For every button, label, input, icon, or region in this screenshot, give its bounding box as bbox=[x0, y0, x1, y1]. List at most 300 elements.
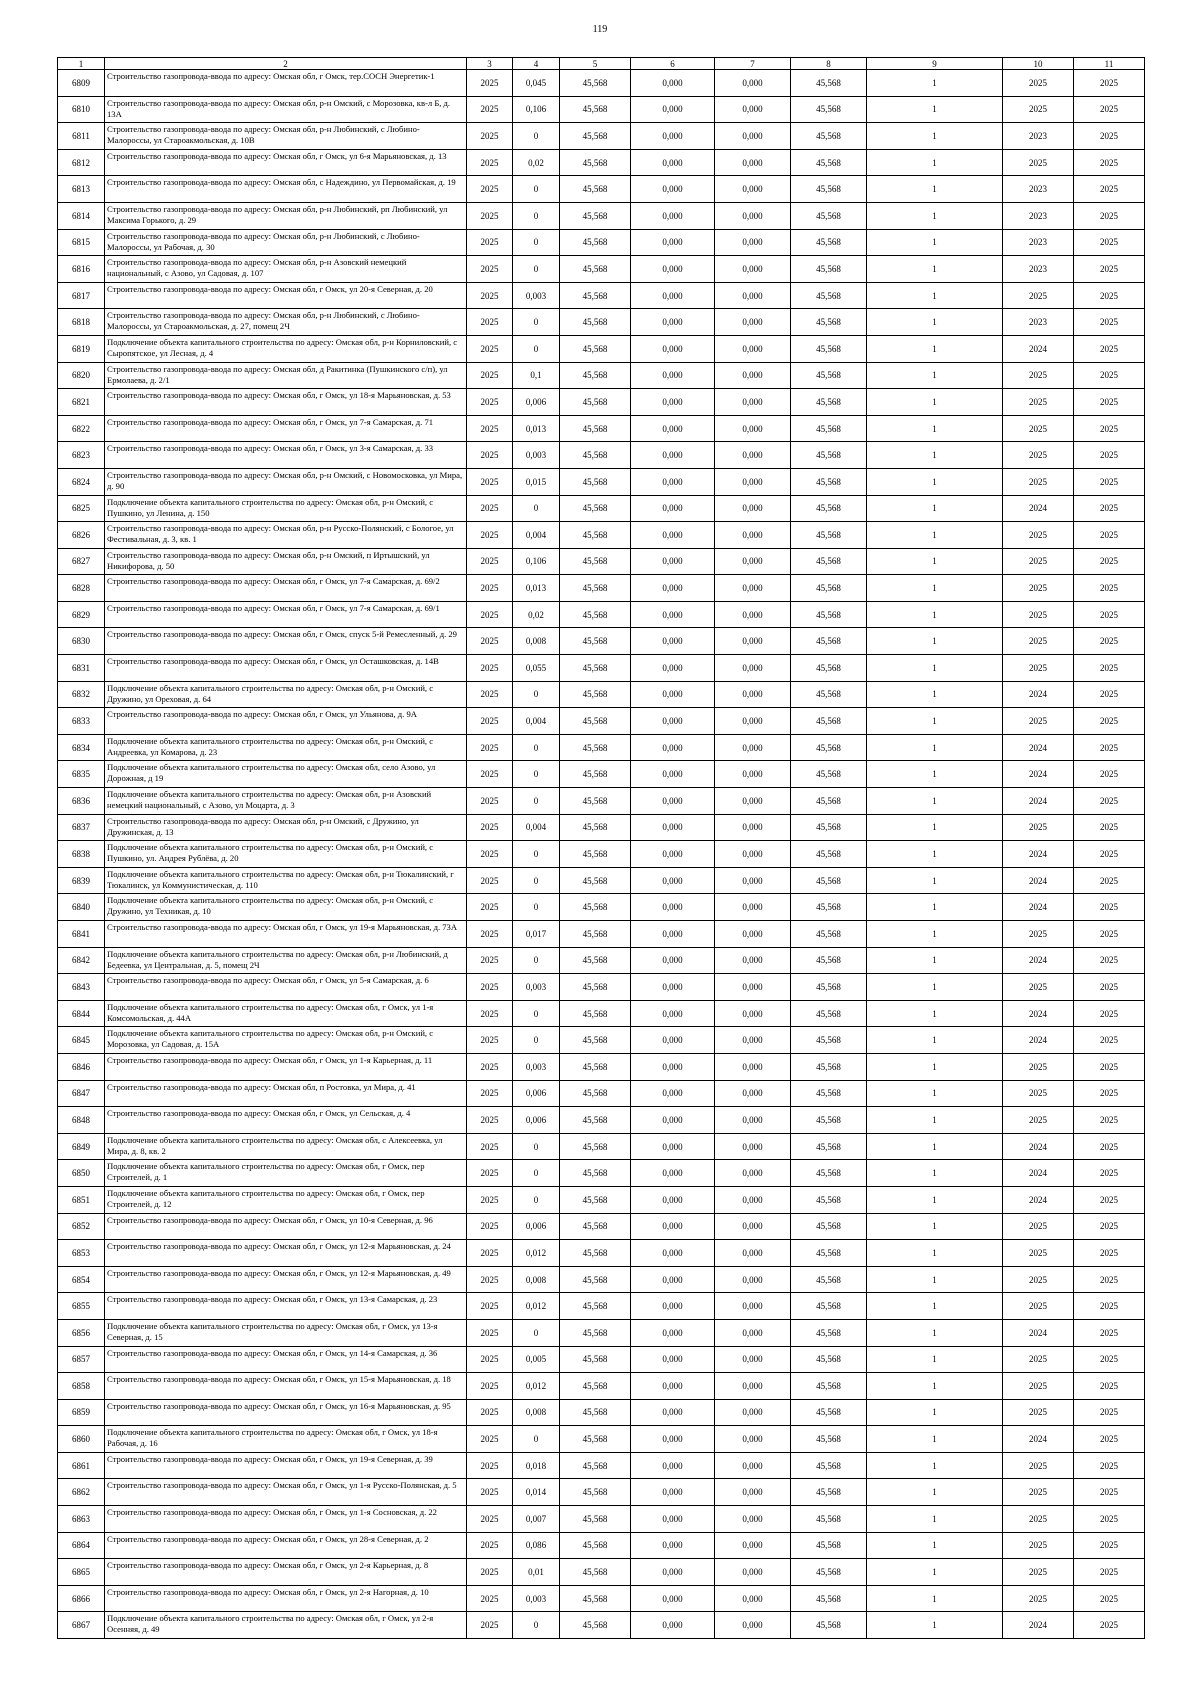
end-year-cell: 2025 bbox=[1074, 1585, 1145, 1612]
description-cell bbox=[105, 309, 467, 336]
count-cell: 1 bbox=[867, 814, 1003, 841]
cost-cell: 45,568 bbox=[560, 123, 631, 150]
start-year-cell: 2025 bbox=[1003, 1080, 1074, 1107]
cost-cell: 45,568 bbox=[560, 282, 631, 309]
cell-col-6: 0,000 bbox=[631, 415, 715, 442]
cell-col-6: 0,000 bbox=[631, 1027, 715, 1054]
description-text: Подключение объекта капитального строительства по адресу: Омская обл, г Омск, ул 1-я Комсомольская, д. 44А bbox=[107, 1001, 434, 1023]
cell-col-7: 0,000 bbox=[715, 1373, 791, 1400]
table-row bbox=[58, 681, 1145, 708]
description-cell bbox=[105, 415, 467, 442]
table-row bbox=[58, 96, 1145, 123]
description-cell bbox=[105, 1133, 467, 1160]
description-cell bbox=[105, 974, 467, 1001]
cell-col-6: 0,000 bbox=[631, 894, 715, 921]
count-cell: 1 bbox=[867, 389, 1003, 416]
length-cell: 0 bbox=[513, 123, 560, 150]
total-cell: 45,568 bbox=[791, 176, 867, 203]
table-row bbox=[58, 229, 1145, 256]
total-cell: 45,568 bbox=[791, 947, 867, 974]
end-year-cell: 2025 bbox=[1074, 1346, 1145, 1373]
cell-col-7: 0,000 bbox=[715, 1346, 791, 1373]
cell-col-7: 0,000 bbox=[715, 1186, 791, 1213]
total-cell: 45,568 bbox=[791, 1000, 867, 1027]
cost-cell: 45,568 bbox=[560, 1373, 631, 1400]
table-row bbox=[58, 655, 1145, 682]
total-cell: 45,568 bbox=[791, 442, 867, 469]
description-cell bbox=[105, 601, 467, 628]
description-cell bbox=[105, 362, 467, 389]
row-number-cell: 6811 bbox=[58, 123, 105, 150]
total-cell: 45,568 bbox=[791, 1080, 867, 1107]
length-cell: 0 bbox=[513, 335, 560, 362]
table-row bbox=[58, 921, 1145, 948]
total-cell: 45,568 bbox=[791, 96, 867, 123]
row-number-cell: 6860 bbox=[58, 1426, 105, 1453]
count-cell: 1 bbox=[867, 1426, 1003, 1453]
cell-col-6: 0,000 bbox=[631, 335, 715, 362]
description-cell bbox=[105, 442, 467, 469]
start-year-cell: 2025 bbox=[1003, 575, 1074, 602]
year-cell: 2025 bbox=[467, 655, 513, 682]
end-year-cell: 2025 bbox=[1074, 575, 1145, 602]
total-cell: 45,568 bbox=[791, 708, 867, 735]
year-cell: 2025 bbox=[467, 788, 513, 815]
cost-cell: 45,568 bbox=[560, 1399, 631, 1426]
description-text: Строительство газопровода-ввода по адресу: Омская обл, г Омск, ул Осташковская, д. 14В bbox=[107, 656, 439, 667]
cell-col-6: 0,000 bbox=[631, 867, 715, 894]
row-number-cell: 6865 bbox=[58, 1559, 105, 1586]
description-text: Строительство газопровода-ввода по адресу: Омская обл, р-н Омский, п Иртышский, ул Никифорова, д. 50 bbox=[107, 549, 430, 571]
cell-col-7: 0,000 bbox=[715, 1107, 791, 1134]
year-cell: 2025 bbox=[467, 814, 513, 841]
start-year-cell: 2024 bbox=[1003, 1027, 1074, 1054]
table-row bbox=[58, 628, 1145, 655]
cell-col-6: 0,000 bbox=[631, 1240, 715, 1267]
start-year-cell: 2023 bbox=[1003, 202, 1074, 229]
description-cell bbox=[105, 1053, 467, 1080]
count-cell: 1 bbox=[867, 1585, 1003, 1612]
description-text: Подключение объекта капитального строительства по адресу: Омская обл, р-н Омский, с Пушкино, ул. Андрея Рублёва, д. 20 bbox=[107, 842, 434, 864]
description-text: Строительство газопровода-ввода по адресу: Омская обл, г Омск, ул 2-я Нагорная, д. 10 bbox=[107, 1586, 429, 1597]
table-row bbox=[58, 1107, 1145, 1134]
description-cell bbox=[105, 1080, 467, 1107]
description-text: Подключение объекта капитального строительства по адресу: Омская обл, р-н Омский, с Дружино, ул Ореховая, д. 64 bbox=[107, 682, 434, 704]
year-cell: 2025 bbox=[467, 681, 513, 708]
total-cell: 45,568 bbox=[791, 1532, 867, 1559]
row-number-cell: 6822 bbox=[58, 415, 105, 442]
total-cell: 45,568 bbox=[791, 1107, 867, 1134]
end-year-cell: 2025 bbox=[1074, 1160, 1145, 1187]
length-cell: 0,004 bbox=[513, 522, 560, 549]
description-text: Строительство газопровода-ввода по адресу: Омская обл, р-н Любинский, рп Любинский, ул Максима Горького, д. 29 bbox=[107, 203, 448, 225]
start-year-cell: 2025 bbox=[1003, 548, 1074, 575]
end-year-cell: 2025 bbox=[1074, 1293, 1145, 1320]
total-cell: 45,568 bbox=[791, 761, 867, 788]
start-year-cell: 2025 bbox=[1003, 974, 1074, 1001]
cost-cell: 45,568 bbox=[560, 708, 631, 735]
description-text: Строительство газопровода-ввода по адресу: Омская обл, г Омск, ул 12-я Марьяновская, д. 49 bbox=[107, 1267, 451, 1278]
count-cell: 1 bbox=[867, 202, 1003, 229]
description-text: Строительство газопровода-ввода по адресу: Омская обл, г Омск, ул 12-я Марьяновская, д. 24 bbox=[107, 1241, 451, 1252]
end-year-cell: 2025 bbox=[1074, 894, 1145, 921]
description-cell bbox=[105, 256, 467, 283]
start-year-cell: 2025 bbox=[1003, 96, 1074, 123]
cell-col-7: 0,000 bbox=[715, 1532, 791, 1559]
row-number-cell: 6854 bbox=[58, 1266, 105, 1293]
cell-col-6: 0,000 bbox=[631, 123, 715, 150]
row-number-cell: 6828 bbox=[58, 575, 105, 602]
end-year-cell: 2025 bbox=[1074, 123, 1145, 150]
row-number-cell: 6849 bbox=[58, 1133, 105, 1160]
count-cell: 1 bbox=[867, 761, 1003, 788]
row-number-cell: 6836 bbox=[58, 788, 105, 815]
year-cell: 2025 bbox=[467, 335, 513, 362]
table-row bbox=[58, 149, 1145, 176]
description-cell bbox=[105, 1612, 467, 1639]
description-text: Строительство газопровода-ввода по адресу: Омская обл, г Омск, ул 7-я Самарская, д. 69/2 bbox=[107, 576, 440, 587]
total-cell: 45,568 bbox=[791, 1426, 867, 1453]
count-cell: 1 bbox=[867, 894, 1003, 921]
cell-col-7: 0,000 bbox=[715, 256, 791, 283]
description-cell bbox=[105, 1107, 467, 1134]
row-number-cell: 6810 bbox=[58, 96, 105, 123]
cell-col-7: 0,000 bbox=[715, 681, 791, 708]
total-cell: 45,568 bbox=[791, 149, 867, 176]
start-year-cell: 2023 bbox=[1003, 309, 1074, 336]
column-header: 6 bbox=[631, 58, 715, 70]
start-year-cell: 2023 bbox=[1003, 256, 1074, 283]
cost-cell: 45,568 bbox=[560, 841, 631, 868]
length-cell: 0,005 bbox=[513, 1346, 560, 1373]
description-text: Подключение объекта капитального строительства по адресу: Омская обл, г Омск, ул 13-я Северная, д. 15 bbox=[107, 1320, 438, 1342]
description-cell bbox=[105, 947, 467, 974]
year-cell: 2025 bbox=[467, 1240, 513, 1267]
cell-col-7: 0,000 bbox=[715, 1479, 791, 1506]
end-year-cell: 2025 bbox=[1074, 495, 1145, 522]
cell-col-7: 0,000 bbox=[715, 1452, 791, 1479]
cell-col-7: 0,000 bbox=[715, 149, 791, 176]
cost-cell: 45,568 bbox=[560, 681, 631, 708]
table-row bbox=[58, 468, 1145, 495]
cell-col-6: 0,000 bbox=[631, 788, 715, 815]
total-cell: 45,568 bbox=[791, 389, 867, 416]
count-cell: 1 bbox=[867, 575, 1003, 602]
cell-col-7: 0,000 bbox=[715, 282, 791, 309]
table-row bbox=[58, 362, 1145, 389]
length-cell: 0,003 bbox=[513, 282, 560, 309]
table-row bbox=[58, 389, 1145, 416]
year-cell: 2025 bbox=[467, 495, 513, 522]
year-cell: 2025 bbox=[467, 176, 513, 203]
total-cell: 45,568 bbox=[791, 1160, 867, 1187]
total-cell: 45,568 bbox=[791, 468, 867, 495]
cell-col-7: 0,000 bbox=[715, 1053, 791, 1080]
description-text: Строительство газопровода-ввода по адресу: Омская обл, р-н Омский, с Дружино, ул Дружинская, д. 13 bbox=[107, 815, 419, 837]
row-number-cell: 6833 bbox=[58, 708, 105, 735]
description-cell bbox=[105, 548, 467, 575]
total-cell: 45,568 bbox=[791, 522, 867, 549]
count-cell: 1 bbox=[867, 1479, 1003, 1506]
total-cell: 45,568 bbox=[791, 495, 867, 522]
year-cell: 2025 bbox=[467, 1373, 513, 1400]
cell-col-6: 0,000 bbox=[631, 1319, 715, 1346]
row-number-cell: 6844 bbox=[58, 1000, 105, 1027]
table-row bbox=[58, 1293, 1145, 1320]
total-cell: 45,568 bbox=[791, 894, 867, 921]
cost-cell: 45,568 bbox=[560, 1080, 631, 1107]
cost-cell: 45,568 bbox=[560, 734, 631, 761]
description-cell bbox=[105, 1532, 467, 1559]
year-cell: 2025 bbox=[467, 1053, 513, 1080]
year-cell: 2025 bbox=[467, 1346, 513, 1373]
end-year-cell: 2025 bbox=[1074, 1266, 1145, 1293]
row-number-cell: 6866 bbox=[58, 1585, 105, 1612]
end-year-cell: 2025 bbox=[1074, 788, 1145, 815]
cell-col-6: 0,000 bbox=[631, 1373, 715, 1400]
description-text: Строительство газопровода-ввода по адресу: Омская обл, р-н Любинский, с Любино-Малороссы, ул Староакмольская, д. 27, помещ 2Ч bbox=[107, 310, 420, 332]
description-cell bbox=[105, 1213, 467, 1240]
cost-cell: 45,568 bbox=[560, 947, 631, 974]
description-text: Подключение объекта капитального строительства по адресу: Омская обл, р-н Омский, с Андреевка, ул Комарова, д. 23 bbox=[107, 735, 434, 757]
cell-col-6: 0,000 bbox=[631, 1399, 715, 1426]
total-cell: 45,568 bbox=[791, 1053, 867, 1080]
length-cell: 0,008 bbox=[513, 628, 560, 655]
table-row bbox=[58, 1186, 1145, 1213]
description-text: Строительство газопровода-ввода по адресу: Омская обл, р-н Омский, с Новомосковка, ул Мира, д. 90 bbox=[107, 469, 463, 491]
end-year-cell: 2025 bbox=[1074, 202, 1145, 229]
cost-cell: 45,568 bbox=[560, 761, 631, 788]
cell-col-7: 0,000 bbox=[715, 628, 791, 655]
cost-cell: 45,568 bbox=[560, 1426, 631, 1453]
column-header: 5 bbox=[560, 58, 631, 70]
total-cell: 45,568 bbox=[791, 1479, 867, 1506]
cell-col-6: 0,000 bbox=[631, 1000, 715, 1027]
table-row bbox=[58, 575, 1145, 602]
total-cell: 45,568 bbox=[791, 628, 867, 655]
total-cell: 45,568 bbox=[791, 1506, 867, 1533]
end-year-cell: 2025 bbox=[1074, 1452, 1145, 1479]
description-cell bbox=[105, 1160, 467, 1187]
column-header: 2 bbox=[105, 58, 467, 70]
year-cell: 2025 bbox=[467, 601, 513, 628]
cell-col-6: 0,000 bbox=[631, 442, 715, 469]
start-year-cell: 2024 bbox=[1003, 1000, 1074, 1027]
count-cell: 1 bbox=[867, 1532, 1003, 1559]
description-text: Строительство газопровода-ввода по адресу: Омская обл, р-н Омский, с Морозовка, кв-л Б, д. 13А bbox=[107, 97, 451, 119]
description-cell bbox=[105, 96, 467, 123]
cell-col-6: 0,000 bbox=[631, 1506, 715, 1533]
cell-col-7: 0,000 bbox=[715, 1133, 791, 1160]
count-cell: 1 bbox=[867, 495, 1003, 522]
cell-col-6: 0,000 bbox=[631, 575, 715, 602]
row-number-cell: 6842 bbox=[58, 947, 105, 974]
table-row bbox=[58, 1000, 1145, 1027]
cell-col-7: 0,000 bbox=[715, 1080, 791, 1107]
count-cell: 1 bbox=[867, 1373, 1003, 1400]
cost-cell: 45,568 bbox=[560, 1266, 631, 1293]
table-row bbox=[58, 814, 1145, 841]
end-year-cell: 2025 bbox=[1074, 256, 1145, 283]
table-row bbox=[58, 867, 1145, 894]
row-number-cell: 6824 bbox=[58, 468, 105, 495]
end-year-cell: 2025 bbox=[1074, 1213, 1145, 1240]
total-cell: 45,568 bbox=[791, 1240, 867, 1267]
description-cell bbox=[105, 495, 467, 522]
cell-col-6: 0,000 bbox=[631, 1293, 715, 1320]
description-text: Подключение объекта капитального строительства по адресу: Омская обл, р-н Омский, с Морозовка, ул Садовая, д. 15А bbox=[107, 1028, 434, 1050]
description-cell bbox=[105, 761, 467, 788]
cost-cell: 45,568 bbox=[560, 149, 631, 176]
count-cell: 1 bbox=[867, 149, 1003, 176]
table-row bbox=[58, 1266, 1145, 1293]
table-row bbox=[58, 176, 1145, 203]
description-cell bbox=[105, 522, 467, 549]
cell-col-6: 0,000 bbox=[631, 522, 715, 549]
table-row bbox=[58, 123, 1145, 150]
cell-col-6: 0,000 bbox=[631, 1585, 715, 1612]
row-number-cell: 6830 bbox=[58, 628, 105, 655]
cost-cell: 45,568 bbox=[560, 1240, 631, 1267]
total-cell: 45,568 bbox=[791, 921, 867, 948]
count-cell: 1 bbox=[867, 548, 1003, 575]
cell-col-7: 0,000 bbox=[715, 734, 791, 761]
length-cell: 0 bbox=[513, 1160, 560, 1187]
end-year-cell: 2025 bbox=[1074, 974, 1145, 1001]
row-number-cell: 6832 bbox=[58, 681, 105, 708]
table-row bbox=[58, 1532, 1145, 1559]
year-cell: 2025 bbox=[467, 1213, 513, 1240]
end-year-cell: 2025 bbox=[1074, 176, 1145, 203]
description-cell bbox=[105, 788, 467, 815]
count-cell: 1 bbox=[867, 734, 1003, 761]
cell-col-6: 0,000 bbox=[631, 202, 715, 229]
column-header: 7 bbox=[715, 58, 791, 70]
cost-cell: 45,568 bbox=[560, 442, 631, 469]
cost-cell: 45,568 bbox=[560, 601, 631, 628]
cell-col-6: 0,000 bbox=[631, 176, 715, 203]
end-year-cell: 2025 bbox=[1074, 814, 1145, 841]
cost-cell: 45,568 bbox=[560, 894, 631, 921]
row-number-cell: 6835 bbox=[58, 761, 105, 788]
description-cell bbox=[105, 149, 467, 176]
description-text: Строительство газопровода-ввода по адресу: Омская обл, г Омск, ул 15-я Марьяновская, д. 18 bbox=[107, 1374, 451, 1385]
description-cell bbox=[105, 628, 467, 655]
length-cell: 0,006 bbox=[513, 1107, 560, 1134]
end-year-cell: 2025 bbox=[1074, 1186, 1145, 1213]
description-cell bbox=[105, 1585, 467, 1612]
count-cell: 1 bbox=[867, 1240, 1003, 1267]
start-year-cell: 2024 bbox=[1003, 761, 1074, 788]
total-cell: 45,568 bbox=[791, 788, 867, 815]
start-year-cell: 2025 bbox=[1003, 1585, 1074, 1612]
description-text: Строительство газопровода-ввода по адресу: Омская обл, р-н Азовский немецкий национальный, с Азово, ул Садовая, д. 107 bbox=[107, 257, 407, 279]
start-year-cell: 2025 bbox=[1003, 814, 1074, 841]
row-number-cell: 6837 bbox=[58, 814, 105, 841]
year-cell: 2025 bbox=[467, 628, 513, 655]
year-cell: 2025 bbox=[467, 921, 513, 948]
year-cell: 2025 bbox=[467, 1186, 513, 1213]
description-text: Строительство газопровода-ввода по адресу: Омская обл, г Омск, спуск 5-й Ремесленный, д. 29 bbox=[107, 629, 457, 640]
row-number-cell: 6859 bbox=[58, 1399, 105, 1426]
year-cell: 2025 bbox=[467, 1399, 513, 1426]
cell-col-6: 0,000 bbox=[631, 1080, 715, 1107]
end-year-cell: 2025 bbox=[1074, 282, 1145, 309]
table-row bbox=[58, 495, 1145, 522]
count-cell: 1 bbox=[867, 1213, 1003, 1240]
start-year-cell: 2025 bbox=[1003, 601, 1074, 628]
description-cell bbox=[105, 1266, 467, 1293]
total-cell: 45,568 bbox=[791, 1027, 867, 1054]
start-year-cell: 2024 bbox=[1003, 1186, 1074, 1213]
cost-cell: 45,568 bbox=[560, 921, 631, 948]
year-cell: 2025 bbox=[467, 123, 513, 150]
length-cell: 0 bbox=[513, 176, 560, 203]
cell-col-7: 0,000 bbox=[715, 974, 791, 1001]
end-year-cell: 2025 bbox=[1074, 149, 1145, 176]
end-year-cell: 2025 bbox=[1074, 1559, 1145, 1586]
table-body bbox=[58, 70, 1145, 1639]
count-cell: 1 bbox=[867, 1559, 1003, 1586]
cost-cell: 45,568 bbox=[560, 389, 631, 416]
length-cell: 0 bbox=[513, 1000, 560, 1027]
total-cell: 45,568 bbox=[791, 1186, 867, 1213]
cell-col-6: 0,000 bbox=[631, 1452, 715, 1479]
table-row bbox=[58, 1133, 1145, 1160]
start-year-cell: 2025 bbox=[1003, 282, 1074, 309]
count-cell: 1 bbox=[867, 468, 1003, 495]
table-row bbox=[58, 841, 1145, 868]
description-text: Строительство газопровода-ввода по адресу: Омская обл, г Омск, ул 14-я Самарская, д. 36 bbox=[107, 1347, 438, 1358]
cell-col-6: 0,000 bbox=[631, 1532, 715, 1559]
table-row bbox=[58, 202, 1145, 229]
table-row bbox=[58, 1506, 1145, 1533]
description-text: Строительство газопровода-ввода по адресу: Омская обл, г Омск, ул 1-я Сосновская, д. 22 bbox=[107, 1507, 437, 1518]
length-cell: 0 bbox=[513, 734, 560, 761]
year-cell: 2025 bbox=[467, 1160, 513, 1187]
cell-col-7: 0,000 bbox=[715, 1000, 791, 1027]
cell-col-6: 0,000 bbox=[631, 389, 715, 416]
cell-col-7: 0,000 bbox=[715, 601, 791, 628]
length-cell: 0 bbox=[513, 681, 560, 708]
end-year-cell: 2025 bbox=[1074, 442, 1145, 469]
table-row bbox=[58, 734, 1145, 761]
table-row bbox=[58, 974, 1145, 1001]
length-cell: 0,017 bbox=[513, 921, 560, 948]
table-row bbox=[58, 442, 1145, 469]
column-header: 11 bbox=[1074, 58, 1145, 70]
start-year-cell: 2025 bbox=[1003, 362, 1074, 389]
description-text: Подключение объекта капитального строительства по адресу: Омская обл, г Омск, пер Строителей, д. 12 bbox=[107, 1187, 425, 1209]
count-cell: 1 bbox=[867, 1506, 1003, 1533]
row-number-cell: 6834 bbox=[58, 734, 105, 761]
length-cell: 0,045 bbox=[513, 70, 560, 97]
length-cell: 0,018 bbox=[513, 1452, 560, 1479]
row-number-cell: 6829 bbox=[58, 601, 105, 628]
length-cell: 0,012 bbox=[513, 1240, 560, 1267]
cell-col-7: 0,000 bbox=[715, 442, 791, 469]
cell-col-6: 0,000 bbox=[631, 1612, 715, 1639]
cost-cell: 45,568 bbox=[560, 1532, 631, 1559]
cell-col-7: 0,000 bbox=[715, 1612, 791, 1639]
year-cell: 2025 bbox=[467, 1080, 513, 1107]
total-cell: 45,568 bbox=[791, 1266, 867, 1293]
description-text: Подключение объекта капитального строительства по адресу: Омская обл, г Омск, ул 2-я Осенняя, д. 49 bbox=[107, 1613, 434, 1635]
year-cell: 2025 bbox=[467, 1559, 513, 1586]
description-text: Строительство газопровода-ввода по адресу: Омская обл, г Омск, тер.СОСН Энергетик-1 bbox=[107, 71, 435, 81]
start-year-cell: 2025 bbox=[1003, 1399, 1074, 1426]
end-year-cell: 2025 bbox=[1074, 1107, 1145, 1134]
